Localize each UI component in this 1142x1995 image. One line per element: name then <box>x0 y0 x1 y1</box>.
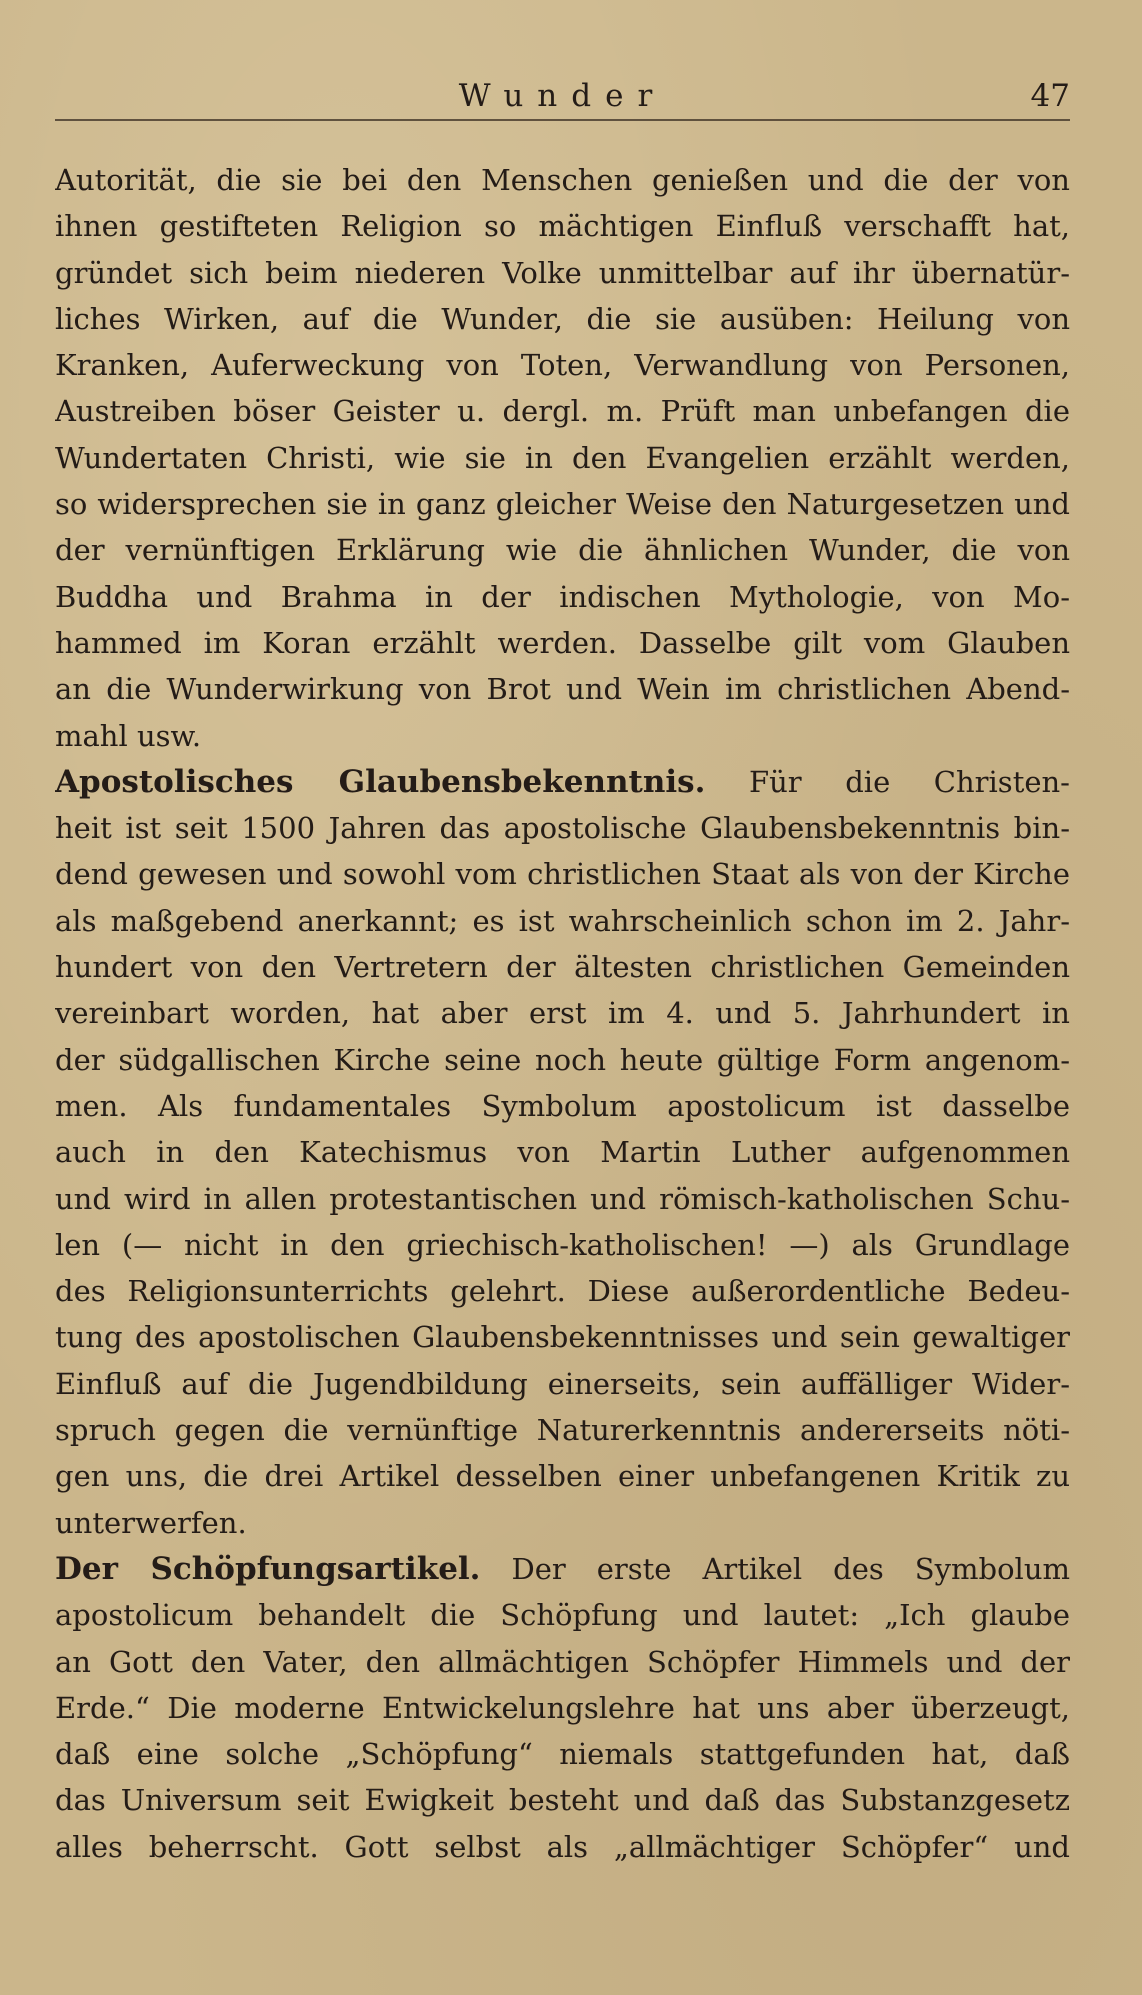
text-line <box>55 342 1070 388</box>
line-text: apostolicum behandelt die Schöpfung und lautet: „Ich glaube <box>55 1598 1070 1633</box>
text-line <box>55 898 1070 944</box>
text-line <box>55 250 1070 296</box>
text-line <box>55 1176 1070 1222</box>
line-text: spruch gegen die vernünftige Naturerkenntnis andererseits nöti- <box>55 1413 1070 1448</box>
line-text: an die Wunderwirkung von Brot und Wein im christlichen Abend- <box>55 672 1070 707</box>
line-text: dend gewesen und sowohl vom christlichen Staat als von der Kirche <box>55 857 1070 892</box>
text-line <box>55 1639 1070 1685</box>
text-line <box>55 666 1070 712</box>
line-text: unterwerfen. <box>55 1505 247 1540</box>
line-text: mahl usw. <box>55 718 202 753</box>
line-text: ihnen gestifteten Religion so mächtigen Einfluß verschafft hat, <box>55 209 1070 244</box>
section-heading: Der Schöpfungsartikel. <box>55 1550 481 1587</box>
line-text: als maßgebend anerkannt; es ist wahrscheinlich schon im 2. Jahr- <box>55 903 1070 938</box>
line-text: hundert von den Vertretern der ältesten christlichen Gemeinden <box>55 950 1070 985</box>
text-line <box>55 1407 1070 1453</box>
running-head <box>55 70 1070 122</box>
line-text: das Universum seit Ewigkeit besteht und daß das Substanzgesetz <box>55 1783 1070 1818</box>
page-number: 47 <box>1030 78 1070 114</box>
line-text: Autorität, die sie bei den Menschen genießen und die der von <box>55 163 1070 197</box>
text-line <box>55 1083 1070 1129</box>
text-line <box>55 388 1070 434</box>
section-heading: Apostolisches Glaubensbekenntnis. <box>55 763 706 800</box>
line-text: tung des apostolischen Glaubensbekenntnisses und sein gewaltiger <box>55 1320 1070 1355</box>
line-text: Austreiben böser Geister u. dergl. m. Prüft man unbefangen die <box>55 394 1070 429</box>
text-line <box>55 944 1070 990</box>
text-line <box>55 1500 1070 1546</box>
line-text: auch in den Katechismus von Martin Luther aufgenommen <box>55 1135 1070 1170</box>
header-rule <box>55 119 1070 121</box>
text-line <box>55 157 1070 203</box>
line-text: heit ist seit 1500 Jahren das apostolische Glaubensbekenntnis bin- <box>55 811 1070 846</box>
body-text <box>55 157 1070 1870</box>
text-line <box>55 1222 1070 1268</box>
text-line <box>55 851 1070 897</box>
text-line <box>55 1685 1070 1731</box>
text-line <box>55 1824 1070 1870</box>
text-line <box>55 1592 1070 1638</box>
text-line <box>55 713 1070 759</box>
line-text: daß eine solche „Schöpfung“ niemals stattgefunden hat, daß <box>55 1737 1070 1772</box>
text-line <box>55 1361 1070 1407</box>
text-line <box>55 759 1070 805</box>
text-line <box>55 1129 1070 1175</box>
text-line <box>55 296 1070 342</box>
text-line <box>55 1453 1070 1499</box>
text-line <box>55 990 1070 1036</box>
line-text: len (— nicht in den griechisch-katholischen! —) als Grundlage <box>55 1227 1070 1262</box>
line-text: Der erste Artikel des Symbolum <box>480 1551 1070 1586</box>
text-line <box>55 1037 1070 1083</box>
text-line <box>55 1268 1070 1314</box>
text-line <box>55 527 1070 573</box>
line-text: gründet sich beim niederen Volke unmittelbar auf ihr übernatür- <box>55 255 1070 290</box>
text-line <box>55 1546 1070 1592</box>
text-line <box>55 203 1070 249</box>
line-text: vereinbart worden, hat aber erst im 4. und 5. Jahrhundert in <box>55 996 1070 1031</box>
line-text: der vernünftigen Erklärung wie die ähnlichen Wunder, die von <box>55 533 1070 568</box>
line-text: hammed im Koran erzählt werden. Dasselbe gilt vom Glauben <box>55 625 1070 660</box>
text-line <box>55 481 1070 527</box>
text-line <box>55 620 1070 666</box>
line-text: Für die Christen- <box>705 764 1070 799</box>
running-title: Wunder <box>458 78 667 114</box>
line-text: alles beherrscht. Gott selbst als „allmächtiger Schöpfer“ und <box>55 1829 1070 1864</box>
text-line <box>55 1731 1070 1777</box>
text-line <box>55 574 1070 620</box>
text-line <box>55 1777 1070 1823</box>
line-text: an Gott den Vater, den allmächtigen Schöpfer Himmels und der <box>55 1644 1070 1679</box>
line-text: des Religionsunterrichts gelehrt. Diese außerordentliche Bedeu- <box>55 1274 1070 1309</box>
line-text: Einfluß auf die Jugendbildung einerseits, sein auffälliger Wider- <box>55 1366 1070 1401</box>
line-text: liches Wirken, auf die Wunder, die sie ausüben: Heilung von <box>55 301 1070 336</box>
text-line <box>55 805 1070 851</box>
line-text: Kranken, Auferweckung von Toten, Verwandlung von Personen, <box>55 348 1070 383</box>
line-text: Wundertaten Christi, wie sie in den Evangelien erzählt werden, <box>55 440 1070 475</box>
text-line <box>55 1314 1070 1360</box>
line-text: Erde.“ Die moderne Entwickelungslehre hat uns aber überzeugt, <box>55 1690 1070 1725</box>
line-text: Buddha und Brahma in der indischen Mythologie, von Mo- <box>55 579 1070 614</box>
line-text: gen uns, die drei Artikel desselben einer unbefangenen Kritik zu <box>55 1459 1070 1494</box>
text-line <box>55 435 1070 481</box>
line-text: der südgallischen Kirche seine noch heute gültige Form angenom- <box>55 1042 1070 1077</box>
line-text: so widersprechen sie in ganz gleicher Weise den Naturgesetzen und <box>55 487 1070 522</box>
line-text: men. Als fundamentales Symbolum apostolicum ist dasselbe <box>55 1088 1070 1123</box>
line-text: und wird in allen protestantischen und römisch-katholischen Schu- <box>55 1181 1070 1216</box>
